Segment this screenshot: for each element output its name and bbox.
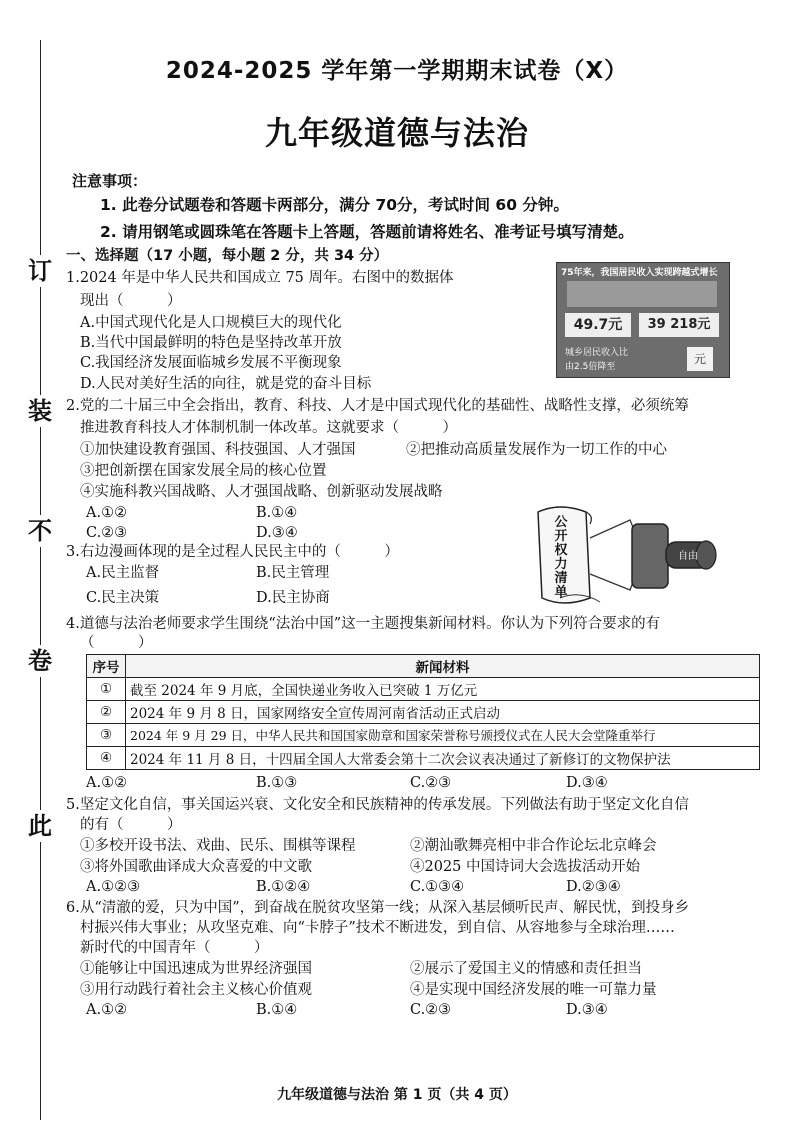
q6-choice-c: C.②③ (410, 1002, 452, 1018)
q2-option-3: ③把创新摆在国家发展全局的核心位置 (80, 463, 327, 479)
q6-option-3: ③用行动践行着社会主义核心价值观 (80, 982, 312, 998)
table-cell: ② (87, 701, 126, 724)
q6-option-2: ②展示了爱国主义的情感和责任担当 (410, 961, 642, 977)
q1-option-c: C.我国经济发展面临城乡发展不平衡现象 (80, 355, 342, 371)
table-cell: 2024 年 9 月 29 日，中华人民共和国国家勋章和国家荣誉称号颁授仪式在人民大会堂隆重举行 (126, 724, 760, 747)
q6-stem: 6.从“清澈的爱，只为中国”，到奋战在脱贫攻坚第一线；从深入基层倾听民声、解民忧，到投身乡 (66, 900, 690, 916)
q5-stem: 的有（ ） (80, 817, 182, 833)
binding-line (40, 40, 41, 1120)
infographic-banner (567, 281, 717, 307)
income-2024-value: 39 218元 (639, 313, 719, 337)
exam-subject: 九年级道德与法治 (264, 114, 529, 152)
infographic-caption: 由2.5倍降至 (565, 362, 616, 372)
q6-choice-a: A.①② (86, 1002, 128, 1018)
income-1949-value: 49.7元 (565, 313, 631, 337)
q1-option-d: D.人民对美好生活的向往，就是党的奋斗目标 (80, 376, 372, 392)
q1-option-a: A.中国式现代化是人口规模巨大的现代化 (80, 315, 342, 331)
q4-choice-a: A.①② (86, 775, 128, 791)
cartoon-stamp-text: 自由 (678, 551, 698, 562)
q2-option-1: ①加快建设教育强国、科技强国、人才强国 (80, 442, 356, 458)
notice-item: 1. 此卷分试题卷和答题卡两部分，满分 70分，考试时间 60 分钟。 (100, 196, 569, 214)
q4-choice-b: B.①③ (256, 775, 298, 791)
infographic-headline: 75年来，我国居民收入实现跨越式增长 (561, 268, 718, 278)
binding-char: 此 (24, 810, 56, 842)
table-row (87, 701, 760, 724)
news-table (86, 654, 760, 770)
table-row (87, 747, 760, 770)
q6-choice-d: D.③④ (566, 1002, 608, 1018)
q6-stem: 新时代的中国青年（ ） (80, 940, 269, 956)
table-header-row (87, 655, 760, 678)
table-header: 序号 (87, 655, 126, 678)
q5-option-3: ③将外国歌曲译成大众喜爱的中文歌 (80, 859, 312, 875)
table-cell: 截至 2024 年 9 月底，全国快递业务收入已突破 1 万亿元 (126, 678, 760, 701)
q5-option-4: ④2025 中国诗词大会选拔活动开始 (410, 859, 641, 875)
q3-choice-a: A.民主监督 (86, 565, 160, 581)
binding-char: 卷 (24, 645, 56, 677)
q2-choice-d: D.③④ (256, 525, 298, 541)
q2-option-2: ②把推动高质量发展作为一切工作的中心 (406, 442, 667, 458)
q6-stem: 村振兴伟大事业；从攻坚克难、向“卡脖子”技术不断进发，到自信、从容地参与全球治理…… (80, 920, 675, 936)
q2-choice-a: A.①② (86, 505, 128, 521)
q4-choice-d: D.③④ (566, 775, 608, 791)
q1-stem: 现出（ ） (80, 293, 182, 309)
table-header: 新闻材料 (126, 655, 760, 678)
q3-choice-b: B.民主管理 (256, 565, 330, 581)
q5-choice-d: D.②③④ (566, 879, 621, 895)
table-cell: ③ (87, 724, 126, 747)
infographic-badge: 元 (687, 347, 713, 371)
q4-choice-c: C.②③ (410, 775, 452, 791)
q5-option-1: ①多校开设书法、戏曲、民乐、围棋等课程 (80, 838, 356, 854)
page-footer: 九年级道德与法治 第 1 页（共 4 页） (277, 1087, 517, 1103)
table-row (87, 678, 760, 701)
table-cell: 2024 年 11 月 8 日，十四届全国人大常委会第十二次会议表决通过了新修订的文物保护法 (126, 747, 760, 770)
section-heading: 一、选择题（17 小题，每小题 2 分，共 34 分） (66, 248, 389, 264)
binding-char: 不 (24, 515, 56, 547)
notice-heading: 注意事项： (72, 172, 148, 190)
q4-stem: 4.道德与法治老师要求学生围绕“法治中国”这一主题搜集新闻材料。你认为下列符合要求的有 (66, 616, 661, 632)
q5-option-2: ②潮汕歌舞亮相中非合作论坛北京峰会 (410, 838, 657, 854)
table-cell: 2024 年 9 月 8 日，国家网络安全宣传周河南省活动正式启动 (126, 701, 760, 724)
q1-stem: 1.2024 年是中华人民共和国成立 75 周年。右图中的数据体 (66, 270, 454, 286)
infographic-caption: 城乡居民收入比 (565, 348, 629, 358)
q2-option-4: ④实施科教兴国战略、人才强国战略、创新驱动发展战略 (80, 484, 443, 500)
q2-choice-b: B.①④ (256, 505, 298, 521)
q2-stem: 2.党的二十届三中全会指出，教育、科技、人才是中国式现代化的基础性、战略性支撑，必须统筹 (66, 398, 689, 414)
q5-choice-a: A.①②③ (86, 879, 141, 895)
q6-choice-b: B.①④ (256, 1002, 298, 1018)
q5-choice-b: B.①②④ (256, 879, 311, 895)
stamp-cartoon (520, 498, 730, 610)
q5-choice-c: C.①③④ (410, 879, 465, 895)
q5-stem: 5.坚定文化自信，事关国运兴衰、文化安全和民族精神的传承发展。下列做法有助于坚定文化自信 (66, 797, 689, 813)
exam-title: 2024-2025 学年第一学期期末试卷（X） (165, 58, 629, 84)
table-cell: ① (87, 678, 126, 701)
q6-option-1: ①能够让中国迅速成为世界经济强国 (80, 961, 312, 977)
q4-stem: （ ） (80, 635, 153, 651)
q1-option-b: B.当代中国最鲜明的特色是坚持改革开放 (80, 335, 342, 351)
q3-choice-c: C.民主决策 (86, 590, 160, 606)
binding-char: 装 (24, 395, 56, 427)
binding-char: 订 (24, 255, 56, 287)
table-cell: ④ (87, 747, 126, 770)
q3-choice-d: D.民主协商 (256, 590, 330, 606)
q2-choice-c: C.②③ (86, 525, 128, 541)
q2-stem: 推进教育科技人才体制机制一体改革。这就要求（ ） (80, 420, 457, 436)
q3-stem: 3.右边漫画体现的是全过程人民民主中的（ ） (66, 544, 399, 560)
table-row (87, 724, 760, 747)
income-infographic (556, 262, 730, 378)
notice-item: 2. 请用钢笔或圆珠笔在答题卡上答题，答题前请将姓名、准考证号填写清楚。 (100, 223, 634, 241)
cartoon-scroll-text: 公开权力清单 (554, 515, 568, 600)
q6-option-4: ④是实现中国经济发展的唯一可靠力量 (410, 982, 657, 998)
